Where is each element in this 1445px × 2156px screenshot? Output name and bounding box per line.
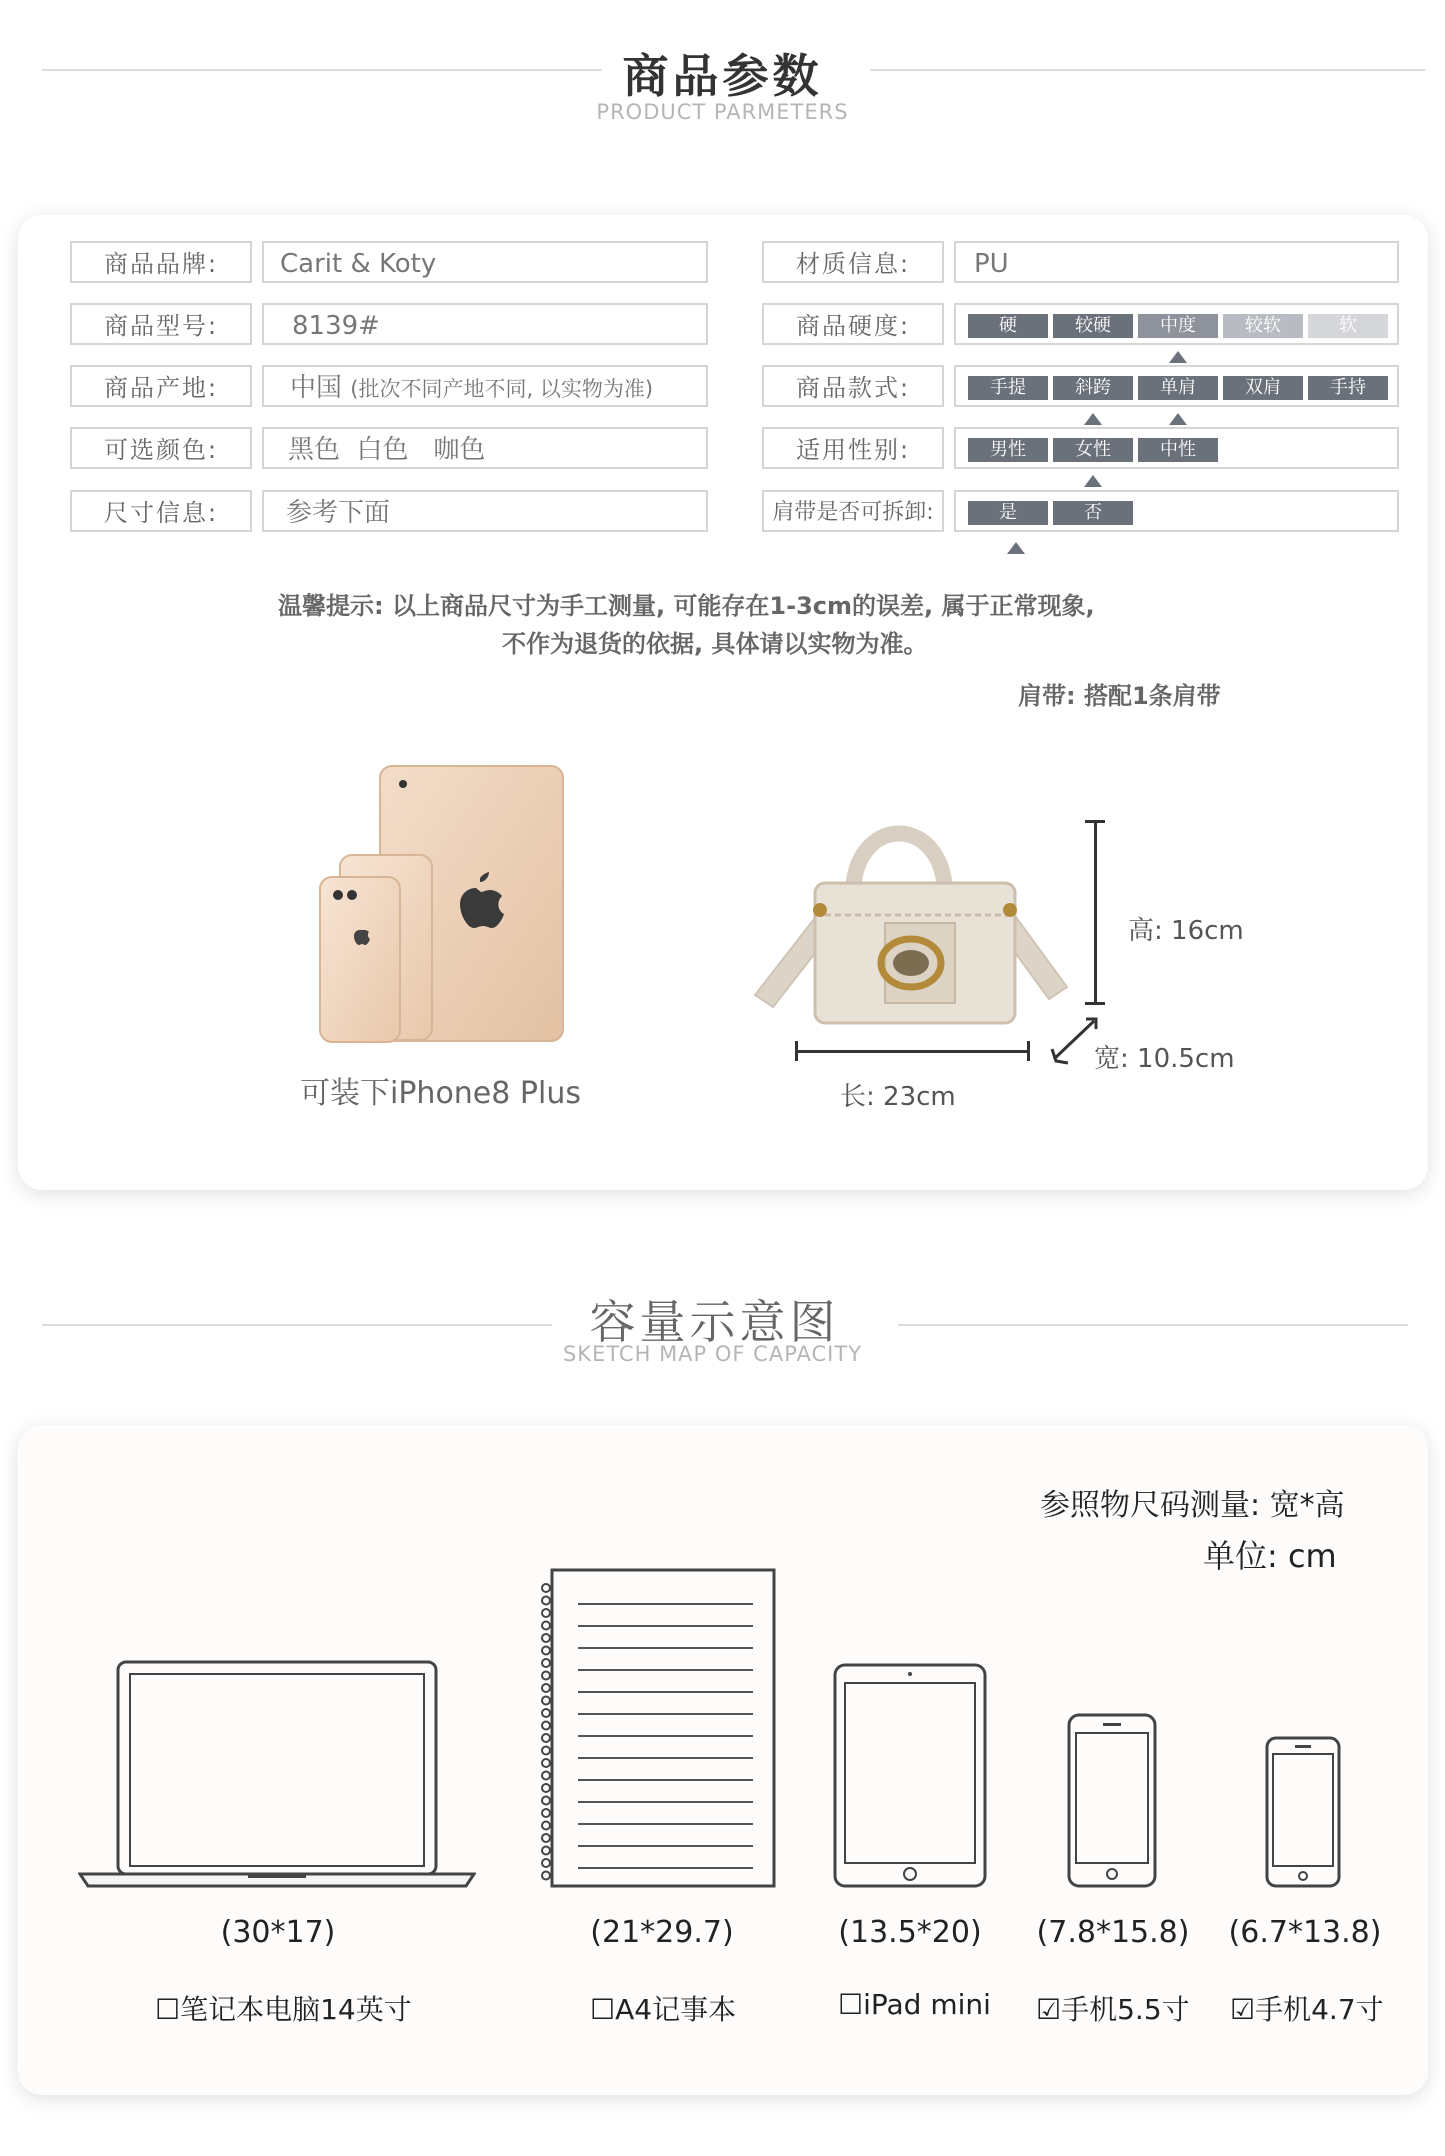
laptop-icon — [78, 1660, 476, 1892]
tablet-icon — [833, 1663, 987, 1888]
hardness-scale — [954, 303, 1399, 345]
color-value: 黑色 白色 咖色 — [262, 427, 708, 469]
material-value: PU — [954, 241, 1399, 283]
origin-country: 中国 — [290, 373, 343, 403]
model-label: 商品型号: — [70, 303, 252, 345]
unchecked-box-icon: ☐ — [838, 1988, 864, 2021]
brand-label: 商品品牌: — [70, 241, 252, 283]
section-subtitle-capacity: SKETCH MAP OF CAPACITY — [562, 1342, 863, 1366]
model-value: 8139# — [262, 303, 708, 345]
section-title-capacity: 容量示意图 — [589, 1295, 840, 1349]
height-line-cap-top — [1085, 820, 1105, 823]
notebook-dimensions: (21*29.7) — [590, 1915, 734, 1950]
length-line-cap-right — [1027, 1041, 1030, 1061]
strap-info: 肩带: 搭配1条肩带 — [1018, 682, 1221, 710]
checked-box-icon: ☑ — [1230, 1993, 1256, 2026]
height-dimension: 高: 16cm — [1128, 916, 1244, 946]
length-line — [795, 1050, 1030, 1053]
tablet-name: iPad mini — [863, 1988, 991, 2021]
style-clutch: 手持 — [1308, 376, 1388, 400]
notebook-icon — [538, 1568, 778, 1888]
phone55-dimensions: (7.8*15.8) — [1036, 1915, 1190, 1950]
laptop-name: 笔记本电脑14英寸 — [180, 1993, 412, 2026]
style-selected-marker-2 — [1169, 413, 1187, 425]
style-shoulder: 单肩 — [1138, 376, 1218, 400]
length-line-cap-left — [795, 1041, 798, 1061]
checked-box-icon: ☑ — [1036, 1993, 1062, 2026]
style-handheld: 手提 — [968, 376, 1048, 400]
hardness-hard: 硬 — [968, 314, 1048, 338]
tip-line-2: 不作为退货的依据, 具体请以实物为准。 — [502, 630, 928, 658]
unit-label: 单位: cm — [1203, 1537, 1337, 1575]
height-line-cap-bottom — [1085, 1002, 1105, 1005]
brand-value: Carit & Koty — [262, 241, 708, 283]
unchecked-box-icon: ☐ — [155, 1993, 181, 2026]
reference-label: 参照物尺码测量: 宽*高 — [1040, 1488, 1345, 1523]
fit-label: 可装下iPhone8 Plus — [300, 1076, 581, 1111]
strap-yes: 是 — [968, 501, 1048, 525]
notebook-name: A4记事本 — [615, 1993, 737, 2026]
gender-female: 女性 — [1053, 438, 1133, 462]
height-line — [1094, 820, 1097, 1005]
size-label: 尺寸信息: — [70, 490, 252, 532]
origin-value — [262, 365, 708, 407]
style-crossbody: 斜跨 — [1053, 376, 1133, 400]
gender-label: 适用性别: — [762, 427, 944, 469]
length-dimension: 长: 23cm — [840, 1082, 956, 1112]
gender-male: 男性 — [968, 438, 1048, 462]
phone47-name: 手机4.7寸 — [1255, 1993, 1384, 2026]
iphone-ipad-image — [318, 760, 568, 1045]
handbag-image — [745, 795, 1085, 1035]
hardness-label: 商品硬度: — [762, 303, 944, 345]
origin-label: 商品产地: — [70, 365, 252, 407]
section-title-params: 商品参数 — [622, 49, 823, 103]
notebook-fit-item — [590, 1988, 736, 2028]
phone47-dimensions: (6.7*13.8) — [1228, 1915, 1382, 1950]
laptop-dimensions: (30*17) — [220, 1915, 336, 1950]
strap-selected-marker — [1007, 542, 1025, 554]
tablet-dimensions: (13.5*20) — [838, 1915, 982, 1950]
laptop-fit-item — [155, 1988, 412, 2028]
hardness-soft: 软 — [1308, 314, 1388, 338]
section-subtitle-params: PRODUCT PARMETERS — [596, 100, 849, 124]
color-label: 可选颜色: — [70, 427, 252, 469]
unchecked-box-icon: ☐ — [590, 1993, 616, 2026]
phone-icon — [1265, 1736, 1341, 1888]
gender-selected-marker — [1084, 475, 1102, 487]
phone55-fit-item — [1036, 1988, 1190, 2028]
hardness-semi-soft: 较软 — [1223, 314, 1303, 338]
phone47-fit-item — [1230, 1988, 1384, 2028]
material-label: 材质信息: — [762, 241, 944, 283]
gender-unisex: 中性 — [1138, 438, 1218, 462]
width-dimension: 宽: 10.5cm — [1094, 1044, 1235, 1074]
strap-no: 否 — [1053, 501, 1133, 525]
strap-removable-options — [954, 490, 1399, 532]
hardness-semi-hard: 较硬 — [1053, 314, 1133, 338]
gender-options — [954, 427, 1399, 469]
style-backpack: 双肩 — [1223, 376, 1303, 400]
tablet-fit-item — [838, 1988, 991, 2021]
hardness-medium: 中度 — [1138, 314, 1218, 338]
strap-removable-label: 肩带是否可拆卸: — [762, 490, 944, 532]
style-options — [954, 365, 1399, 407]
phone55-name: 手机5.5寸 — [1061, 1993, 1190, 2026]
phone-icon — [1067, 1713, 1157, 1888]
style-selected-marker-1 — [1084, 413, 1102, 425]
size-value: 参考下面 — [262, 490, 708, 532]
style-label: 商品款式: — [762, 365, 944, 407]
hardness-selected-marker — [1169, 351, 1187, 363]
origin-note: (批次不同产地不同, 以实物为准) — [350, 377, 654, 401]
tip-line-1: 温馨提示: 以上商品尺寸为手工测量, 可能存在1-3cm的误差, 属于正常现象, — [278, 592, 1095, 620]
